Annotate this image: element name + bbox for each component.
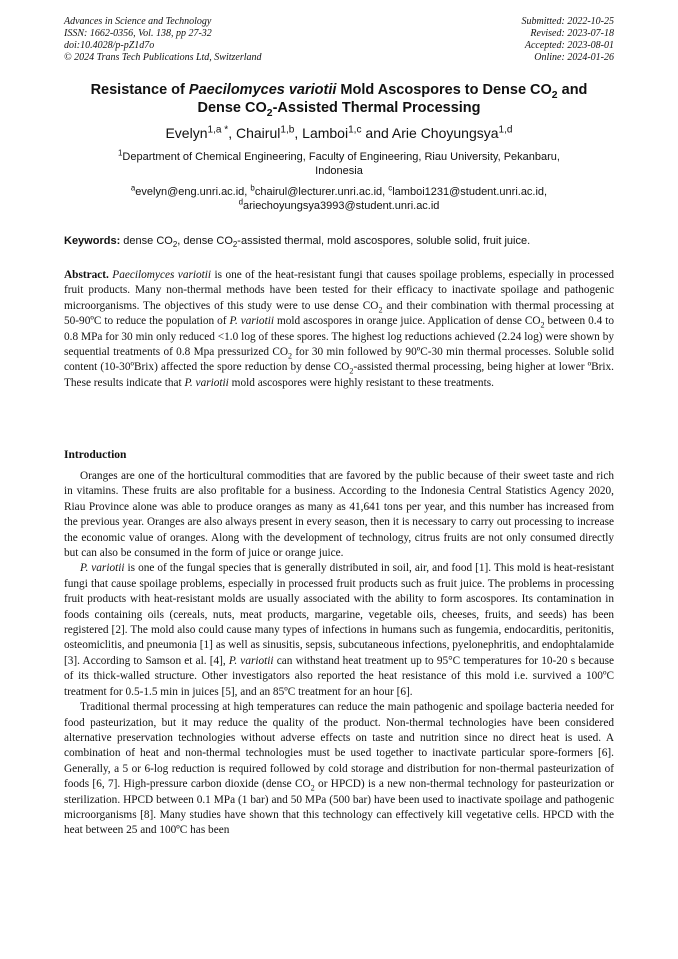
author-name: Lamboi [302,125,349,141]
abstract-text: and their combination with thermal processing at 50-90ºC to reduce the population of [64,299,615,328]
author-affil-mark: 1,c [348,124,362,136]
keywords-text: -assisted thermal, mold ascospores, soluble solid, fruit juice. [237,235,531,247]
abstract-text: between 0.4 to 0.8 MPa for 30 min only reduced <1.0 log of these spores. The highest log reductions achieved (2.24 log) were shown by sequential treatments of 0.8 Mpa pressurized CO [64,315,614,359]
email-mark: a [130,183,136,193]
email-link[interactable]: ariechoyungsya3993@student.unri.ac.id [242,200,440,212]
author-sep: , [228,125,236,141]
date-accepted: Accepted: 2023-08-01 [524,40,614,51]
affiliation-line-1 [64,150,614,164]
journal-doi[interactable]: doi:10.4028/p-pZ1d7o [64,40,155,51]
keywords [64,234,614,248]
abstract-text: -assisted thermal processing, being higher at lower ºBrix. These results indicate that [64,361,614,389]
author-name: Chairul [236,125,281,141]
title-text: and [557,82,588,98]
title-text: Dense CO [197,100,267,116]
journal-info [64,16,262,64]
affiliation-mark: 1 [118,148,123,158]
keywords-subscript: 2 [172,240,178,250]
abstract-subscript: 2 [540,320,545,330]
author-name: Arie Choyungsya [391,125,499,141]
author-affil-mark: 1,a * [207,124,229,136]
email-line-1 [64,185,614,199]
email-line-2 [64,199,614,213]
date-submitted: Submitted: 2022-10-25 [521,16,614,27]
species-name: Paecilomyces variotii [112,269,212,281]
abstract-subscript: 2 [378,305,383,315]
title-species: Paecilomyces variotii [188,82,337,98]
species-name: P. variotii [228,654,274,667]
author-affil-mark: 1,b [280,124,295,136]
email-link[interactable]: lamboi1231@student.unri.ac.id, [392,186,548,198]
author-sep: , [294,125,303,141]
keywords-text: , dense CO [177,235,233,247]
author-affil-mark: 1,d [498,124,513,136]
email-link[interactable]: chairul@lecturer.unri.ac.id, [254,186,389,198]
author-list [64,124,614,142]
journal-header [64,16,614,66]
intro-paragraph-1: Oranges are one of the horticultural commodities that are favored by the public because of their sweet taste and rich in vitamins. These fruits are also profitable for a business. According to the Indonesia Central Statistics Agency 2020, Riau Province alone was able to produce oranges as many as 41,641 tons per year, and this number has increased from the previous year. Oranges are also always present in every season, then it is necessary to carry out processing to increase the economic value of oranges. Along with the development of technology, citrus fruits are not only consumed directly but can also be consumed in the form of juice or orange juice. [64,470,614,560]
email-mark: b [250,183,255,193]
date-online: Online: 2024-01-26 [534,52,614,63]
abstract-text: mold ascospores were highly resistant to these treatments. [228,376,494,389]
author-emails [64,185,614,213]
species-name: P. variotii [229,315,274,328]
paragraph-text: is one of the fungal species that is generally distributed in soil, air, and food [1]. This mold is heat-resistant fungi that cause spoilage problems, especially in processed fruit products such as fruit juice. The problems in processing fruit products with heat-resistant molds are usually associated with the ability to form ascospores. Its contamination in foods containing oils (cereals, nuts, meat products, margarine, vegetable oils, cheeses, fruits, and seeds) has been registered [2]. The mold also could cause many types of infections in humans such as fungemia, endocarditis, peritonitis, osteomiclitis, and pneumonia [1] as well as sinusitis, sepsis, subcutaneous infections, pyelonephritis, and endophtalamide [3]. According to Samson et al. [4], [64,562,614,667]
author-sep: and [361,125,392,141]
email-link[interactable]: evelyn@eng.unri.ac.id, [135,186,251,198]
abstract-text: for 30 min followed by 90ºC-30 min thermal processes. Soluble solid content (10-30ºBrix) affected the spore reduction by dense CO [64,346,615,374]
species-name: P. variotii [184,376,229,389]
email-mark: c [388,183,393,193]
introduction-body [64,469,614,839]
intro-paragraph-3 [64,700,614,839]
title-subscript: 2 [551,89,558,101]
keywords-text: dense CO [120,235,173,247]
email-mark: d [238,197,243,207]
abstract-label: Abstract. [64,269,109,281]
keywords-label: Keywords: [64,235,121,247]
species-name: P. variotii [80,562,125,575]
paragraph-text: can withstand heat treatment up to 95°C temperatures for 10-20 s because of its thick-walled structure. Other investigators also reported the heat resistance of this mold i.e. survived a 100ºC treatment for 0.5-1.5 min in juices [5], and an 85ºC treatment for an hour [6]. [64,654,615,698]
abstract-subscript: 2 [349,366,354,376]
abstract-text: mold ascospores in orange juice. Application of dense CO [274,315,541,328]
paragraph-text: Traditional thermal processing at high temperatures can reduce the main pathogenic and spoilage bacteria needed for food pasteurization, but it may reduce the quality of the product. Non-thermal technologies have been considered alternative preservation technologies without adverse effects on taste and nutrition since no direct heat is used. A combination of heat and non-thermal technologies must be used together to inactivate particular spore-formers [6]. Generally, a 5 or 6-log reduction is required followed by cold storage and distribution for non-thermal pasteurization of foods [6, 7]. High-pressure carbon dioxide (dense CO [64,701,614,791]
publication-dates [522,16,615,64]
journal-issn: ISSN: 1662-0356, Vol. 138, pp 27-32 [64,28,212,39]
paragraph-text: or HPCD) is a new non-thermal technology for pasteurization or sterilization. HPCD between 0.1 MPa (1 bar) and 50 MPa (500 bar) have been used to inactivate spoilage and pathogenic microorganisms [8]. Many studies have shown that this technology can effectively kill vegetative cells. HPCD with the heat between 25 and 100ºC has been [64,778,614,837]
abstract-text: is one of the heat-resistant fungi that causes spoilage problems, especially in processed fruit products. Many non-thermal methods have been tested for their efficacy to inactivate spoilage and pathogenic microorganisms. The objectives of this study were to use dense CO [64,269,615,312]
title-text: Resistance of [90,82,189,98]
affiliation-line-2: Indonesia [315,165,363,177]
abstract-subscript: 2 [288,351,293,361]
title-line-1 [64,81,614,99]
title-text: Mold Ascospores to Dense CO [336,82,552,98]
affiliation-text: Department of Chemical Engineering, Faculty of Engineering, Riau University, Pekanbaru, [122,151,560,163]
author-name: Evelyn [165,125,208,141]
date-revised: Revised: 2023-07-18 [530,28,614,39]
paper-title [64,81,614,117]
title-text: -Assisted Thermal Processing [272,100,481,116]
section-heading-introduction: Introduction [64,449,127,461]
intro-paragraph-2 [64,561,614,700]
paragraph-subscript: 2 [310,783,315,793]
journal-copyright: © 2024 Trans Tech Publications Ltd, Switzerland [64,52,262,63]
affiliation [64,150,614,178]
title-subscript: 2 [266,107,273,119]
journal-name: Advances in Science and Technology [64,16,212,27]
title-line-2 [64,99,614,117]
keywords-subscript: 2 [232,240,238,250]
abstract [64,268,614,391]
